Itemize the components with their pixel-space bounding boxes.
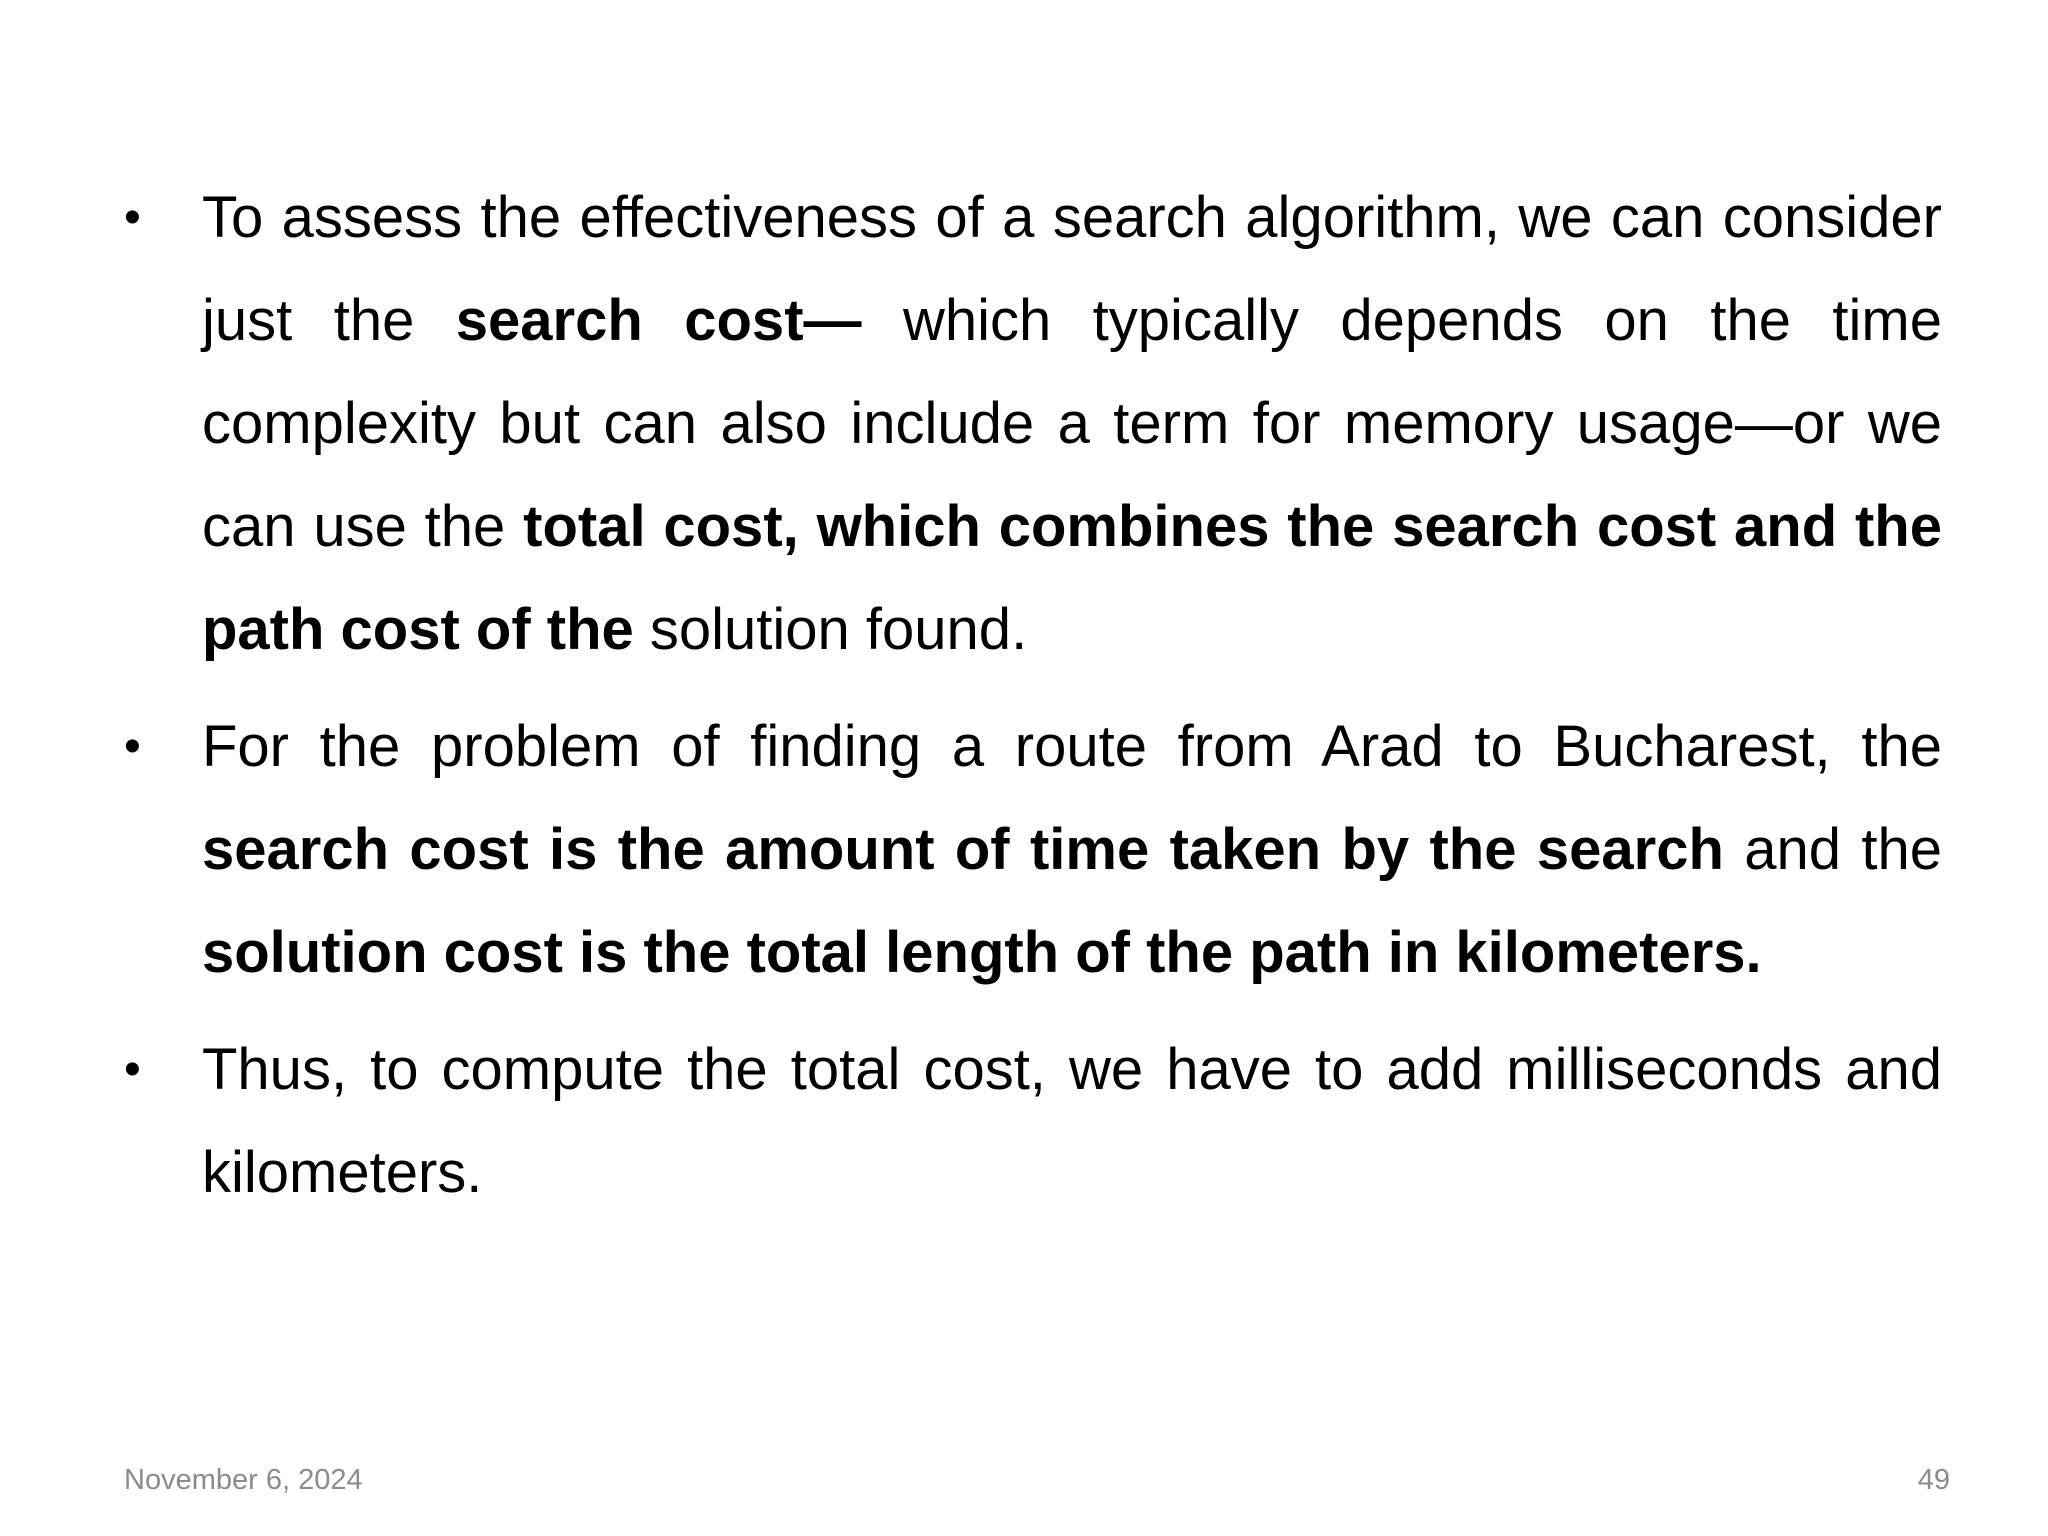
bullet-icon: • (124, 720, 141, 773)
bullet-text-2-part-1: For the problem of finding a route from Arad to Bucharest, the (202, 714, 1942, 779)
bullet-text-2-part-4: solution cost is the total length of the path in kilometers. (202, 920, 1762, 985)
bullet-item-1 (120, 166, 1942, 681)
footer-date: November 6, 2024 (124, 1464, 363, 1496)
bullet-icon: • (124, 1043, 141, 1096)
bullet-item-3 (120, 1018, 1942, 1224)
bullet-item-2 (120, 695, 1942, 1004)
bullet-text-1-part-3: which typically depends on the time complexity but can also include a term for memory usage—or we can use the (202, 288, 1942, 559)
bullet-text-1-part-1: To assess the effectiveness of a search algorithm, we can consider just the (202, 185, 1942, 353)
page-number: 49 (1917, 1464, 1950, 1496)
bullet-list (120, 166, 1942, 1238)
bullet-icon: • (124, 191, 141, 244)
bullet-text-2-part-2: search cost is the amount of time taken by the search (202, 817, 1724, 882)
bullet-text-3-part-1: Thus, to compute the total cost, we have to add milliseconds and kilometers. (202, 1037, 1942, 1205)
bullet-text-2-part-3: and the (1723, 817, 1942, 882)
bullet-text-1-part-4: total cost, which combines the search cost and the path cost of the (202, 494, 1942, 662)
bullet-text-1-part-5: solution found. (633, 597, 1028, 662)
bullet-text-1-part-2: search cost— (455, 288, 903, 353)
